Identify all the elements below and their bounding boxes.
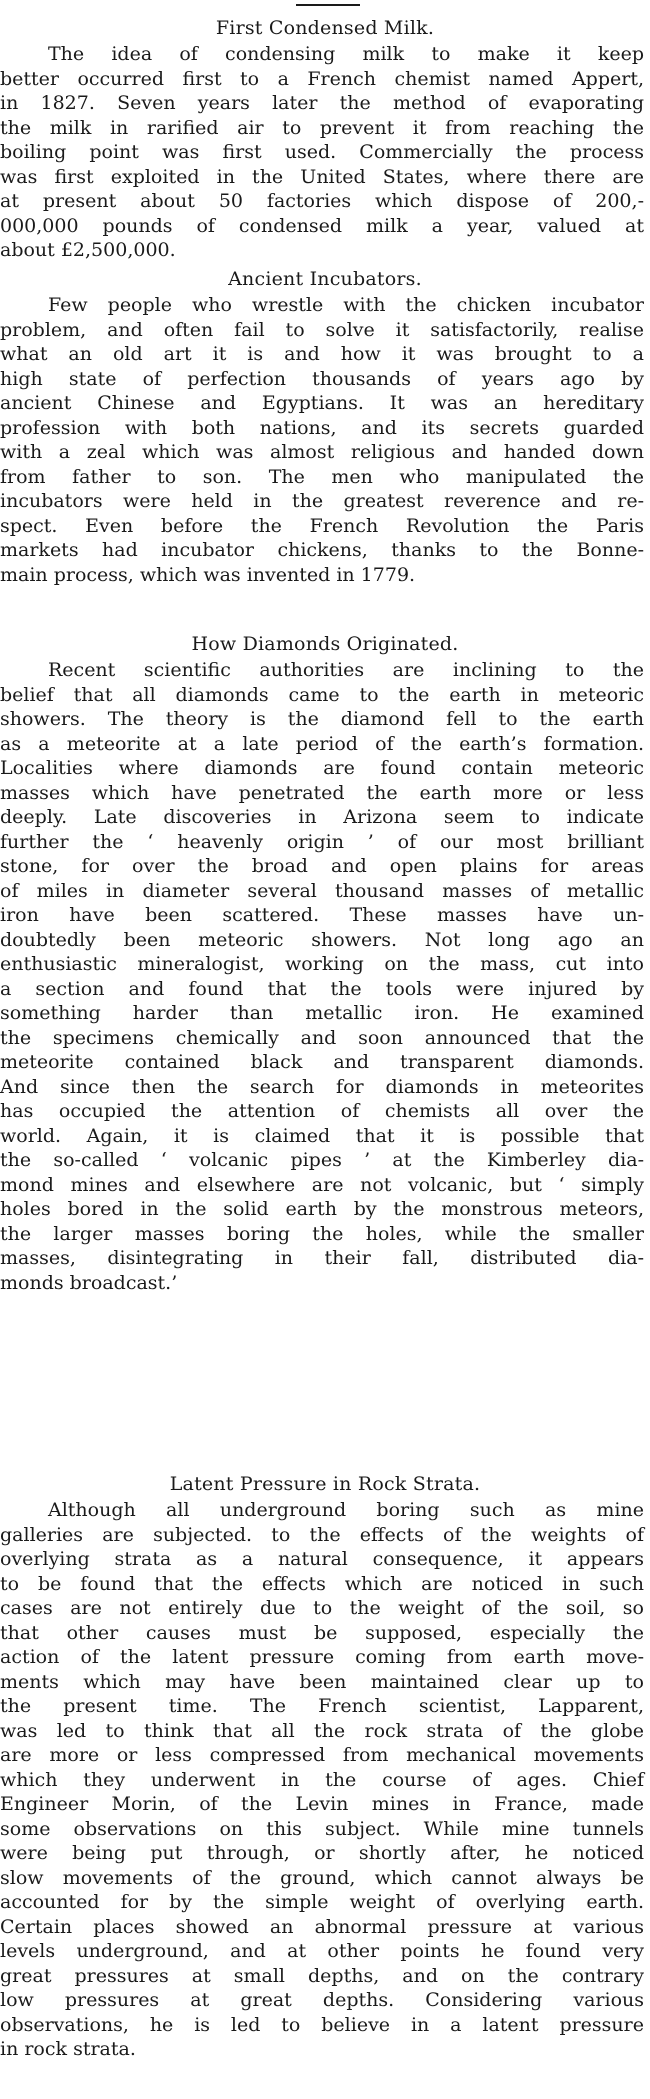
text-line: that other causes must be supposed, especially the xyxy=(0,1621,644,1644)
text-line: The idea of condensing milk to make it keep xyxy=(48,43,644,65)
top-rule xyxy=(296,4,360,6)
text-line: some observations on this subject. While mine tunnels xyxy=(0,1817,644,1840)
article-body xyxy=(0,293,650,587)
text-line: what an old art it is and how it was brought to a xyxy=(0,343,644,365)
text-line: mond mines and elsewhere are not volcanic, but ‘ simply xyxy=(0,1173,644,1196)
text-line: meteorite contained black and transparent diamonds. xyxy=(0,1051,644,1073)
text-line: ments which may have been maintained clear up to xyxy=(0,1670,644,1693)
text-line: boiling point was first used. Commercially the process xyxy=(0,141,644,163)
text-line: in 1827. Seven years later the method of evaporating xyxy=(0,92,644,114)
text-line: spect. Even before the French Revolution the Paris xyxy=(0,514,644,537)
text-line: Localities where diamonds are found contain meteoric xyxy=(0,757,644,779)
text-line: masses which have penetrated the earth more or less xyxy=(0,781,644,804)
headline: First Condensed Milk. xyxy=(215,17,435,39)
article-latent-pressure xyxy=(0,1470,650,2062)
text-line: deeply. Late discoveries in Arizona seem to indicate xyxy=(0,806,644,828)
text-line: action of the latent pressure coming from earth move- xyxy=(0,1646,644,1668)
text-line: markets had incubator chickens, thanks to the Bonne- xyxy=(0,539,644,561)
article-how-diamonds-originated xyxy=(0,630,650,1295)
article-condensed-milk xyxy=(0,14,650,263)
text-line: in rock strata. xyxy=(0,2038,136,2060)
text-line: Engineer Morin, of the Levin mines in France, made xyxy=(0,1793,644,1815)
text-line: was first exploited in the United States, where there are xyxy=(0,165,644,188)
text-line: were being put through, or shortly after, he noticed xyxy=(0,1842,644,1864)
article-body xyxy=(0,1498,650,2062)
text-line: overlying strata as a natural consequence, it appears xyxy=(0,1548,644,1570)
text-line: of miles in diameter several thousand masses of metallic xyxy=(0,879,644,902)
text-line: Certain places showed an abnormal pressure at various xyxy=(0,1915,644,1938)
text-line: incubators were held in the greatest reverence and re- xyxy=(0,490,644,512)
text-line: cases are not entirely due to the weight of the soil, so xyxy=(0,1597,644,1619)
text-line: Few people who wrestle with the chicken incubator xyxy=(48,294,644,316)
text-line: low pressures at great depths. Considering various xyxy=(0,1989,644,2011)
text-line: as a meteorite at a late period of the earth’s formation. xyxy=(0,732,644,755)
text-line: from father to son. The men who manipulated the xyxy=(0,465,644,488)
text-line: the milk in rarified air to prevent it from reaching the xyxy=(0,116,644,139)
text-line: was led to think that all the rock strata of the globe xyxy=(0,1719,644,1742)
text-line: galleries are subjected. to the effects of the weights of xyxy=(0,1523,644,1546)
article-ancient-incubators xyxy=(0,265,650,587)
text-line: Recent scientific authorities are inclining to the xyxy=(48,659,644,681)
text-line: are more or less compressed from mechanical movements xyxy=(0,1744,644,1766)
text-line: slow movements of the ground, which cannot always be xyxy=(0,1866,644,1889)
text-line: which they underwent in the course of ages. Chief xyxy=(0,1768,644,1791)
text-line: monds broadcast.’ xyxy=(0,1271,178,1294)
text-line: great pressures at small depths, and on the contrary xyxy=(0,1964,644,1987)
text-line: the present time. The French scientist, Lapparent, xyxy=(0,1695,644,1717)
text-line: the larger masses boring the holes, while the smaller xyxy=(0,1222,644,1245)
text-line: 000,000 pounds of condensed milk a year, valued at xyxy=(0,214,644,237)
text-line: main process, which was invented in 1779. xyxy=(0,563,416,586)
text-line: doubtedly been meteoric showers. Not long ago an xyxy=(0,928,644,951)
text-line: the specimens chemically and soon announced that the xyxy=(0,1026,644,1049)
text-line: the so-called ‘ volcanic pipes ’ at the Kimberley dia- xyxy=(0,1149,644,1171)
text-line: Although all underground boring such as mine xyxy=(48,1499,644,1521)
article-body xyxy=(0,658,650,1295)
text-line: ancient Chinese and Egyptians. It was an hereditary xyxy=(0,392,644,414)
text-line: high state of perfection thousands of years ago by xyxy=(0,367,644,390)
text-line: something harder than metallic iron. He examined xyxy=(0,1002,644,1024)
headline: Latent Pressure in Rock Strata. xyxy=(169,1473,481,1495)
text-line: showers. The theory is the diamond fell to the earth xyxy=(0,708,644,730)
text-line: enthusiastic mineralogist, working on the mass, cut into xyxy=(0,953,644,975)
article-body xyxy=(0,42,650,263)
text-line: masses, disintegrating in their fall, distributed dia- xyxy=(0,1247,644,1269)
text-line: problem, and often fail to solve it satisfactorily, realise xyxy=(0,318,644,341)
text-line: observations, he is led to believe in a latent pressure xyxy=(0,2013,644,2036)
text-line: has occupied the attention of chemists all over the xyxy=(0,1100,644,1122)
headline: Ancient Incubators. xyxy=(228,268,422,290)
text-line: to be found that the effects which are noticed in such xyxy=(0,1572,644,1595)
text-line: iron have been scattered. These masses have un- xyxy=(0,904,644,926)
text-line: holes bored in the solid earth by the monstrous meteors, xyxy=(0,1198,644,1220)
text-line: further the ‘ heavenly origin ’ of our most brilliant xyxy=(0,830,644,853)
text-line: better occurred first to a French chemist named Appert, xyxy=(0,67,644,90)
text-line: with a zeal which was almost religious and handed down xyxy=(0,441,644,463)
headline: How Diamonds Originated. xyxy=(191,633,459,655)
text-line: at present about 50 factories which dispose of 200,- xyxy=(0,190,644,212)
text-line: world. Again, it is claimed that it is possible that xyxy=(0,1124,644,1147)
text-line: stone, for over the broad and open plains for areas xyxy=(0,855,644,877)
text-line: And since then the search for diamonds in meteorites xyxy=(0,1075,644,1098)
text-line: a section and found that the tools were injured by xyxy=(0,977,644,1000)
text-line: about £2,500,000. xyxy=(0,239,176,261)
text-line: belief that all diamonds came to the earth in meteoric xyxy=(0,683,644,706)
text-line: levels underground, and at other points he found very xyxy=(0,1940,644,1962)
text-line: profession with both nations, and its secrets guarded xyxy=(0,416,644,439)
text-line: accounted for by the simple weight of overlying earth. xyxy=(0,1891,644,1913)
